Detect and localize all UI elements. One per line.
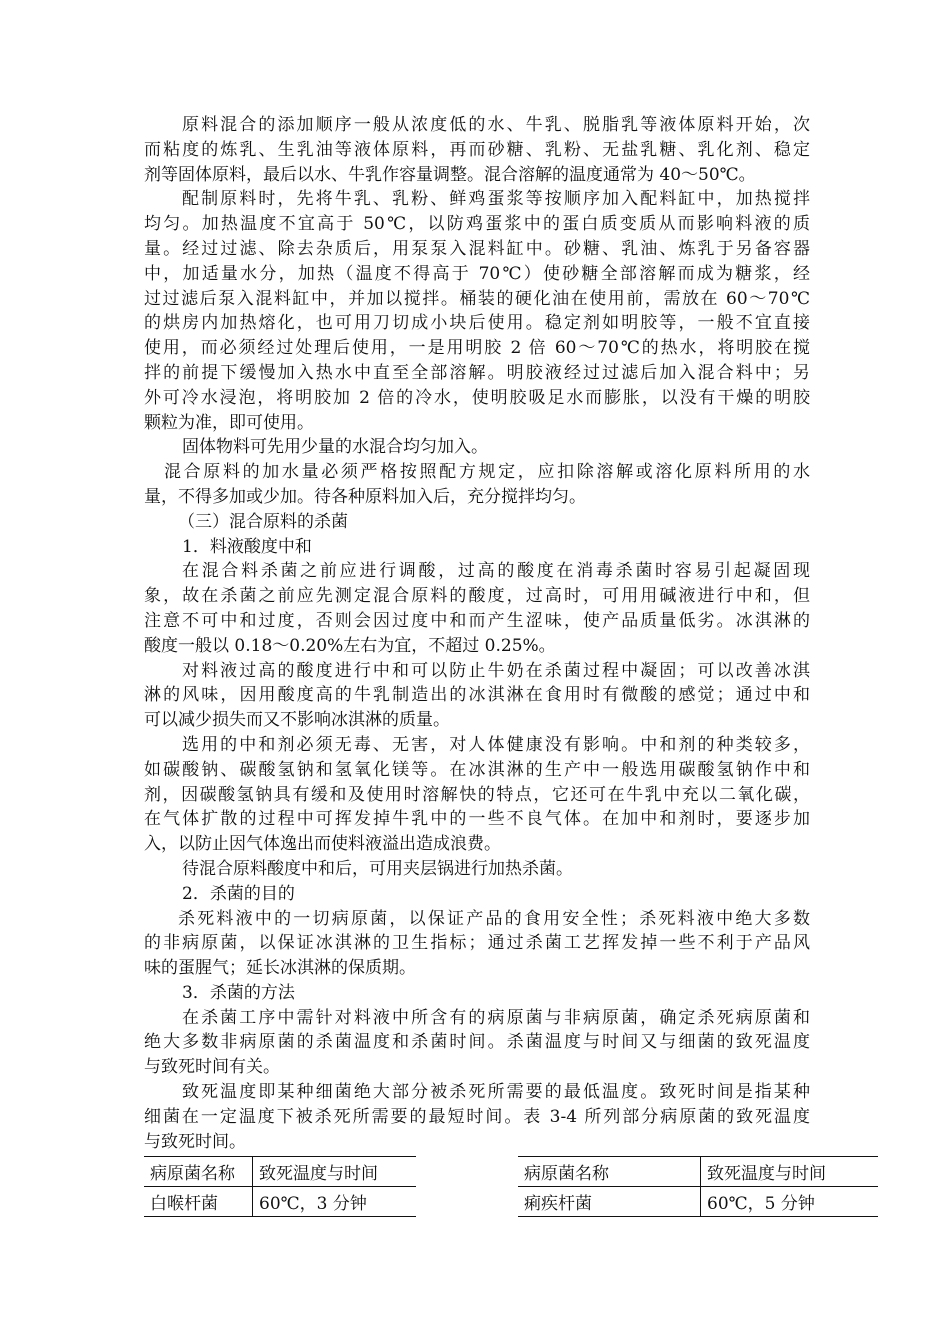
text-line: 均匀。加热温度不宜高于 50℃，以防鸡蛋浆中的蛋白质变质从而影响料液的质 — [144, 214, 810, 235]
text-line: 在混合料杀菌之前应进行调酸，过高的酸度在消毒杀菌时容易引起凝固现 — [182, 561, 810, 582]
text-line: 味的蛋腥气；延长冰淇淋的保质期。 — [144, 958, 416, 979]
text-line: 固体物料可先用少量的水混合均匀加入。 — [182, 437, 488, 458]
text-line: （三）混合原料的杀菌 — [178, 511, 348, 532]
table-header-row — [518, 1157, 878, 1187]
text-line: 细菌在一定温度下被杀死所需要的最短时间。表 3-4 所列部分病原菌的致死温度 — [144, 1106, 810, 1127]
text-line: 致死温度即某种细菌绝大部分被杀死所需要的最低温度。致死时间是指某种 — [182, 1082, 810, 1103]
text-line: 的烘房内加热熔化，也可用刀切成小块后使用。稳定剂如明胶等，一般不宜直接 — [144, 313, 810, 334]
table-row — [518, 1187, 878, 1217]
text-line: 而粘度的炼乳、生乳油等液体原料，再而砂糖、乳粉、无盐乳糖、乳化剂、稳定 — [144, 139, 810, 160]
text-line: 绝大多数非病原菌的杀菌温度和杀菌时间。杀菌温度与时间又与细菌的致死温度 — [144, 1032, 810, 1053]
text-line: 量。经过过滤、除去杂质后，用泵泵入混料缸中。砂糖、乳油、炼乳于另备容器 — [144, 238, 810, 259]
table-cell: 60℃，5 分钟 — [701, 1187, 879, 1217]
table-header-cell: 致死温度与时间 — [253, 1157, 417, 1187]
text-line: 象，故在杀菌之前应先测定混合原料的酸度，过高时，可用用碱液进行中和，但 — [144, 586, 810, 607]
text-line: 在气体扩散的过程中可挥发掉牛乳中的一些不良气体。在加中和剂时，要逐步加 — [144, 809, 810, 830]
text-line: 剂等固体原料，最后以水、牛乳作容量调整。混合溶解的温度通常为 40～50℃。 — [144, 164, 756, 185]
text-line: 杀死料液中的一切病原菌，以保证产品的食用安全性；杀死料液中绝大多数 — [178, 908, 810, 929]
text-line: 与致死时间有关。 — [144, 1057, 280, 1078]
table-header-row — [144, 1157, 416, 1187]
pathogen-table-right — [518, 1156, 878, 1217]
text-line: 量，不得多加或少加。待各种原料加入后，充分搅拌均匀。 — [144, 486, 586, 507]
text-line: 剂，因碳酸氢钠具有缓和及使用时溶解快的特点，它还可在牛乳中充以二氧化碳， — [144, 784, 810, 805]
text-line: 酸度一般以 0.18～0.20%左右为宜，不超过 0.25%。 — [144, 635, 556, 656]
text-line: 如碳酸钠、碳酸氢钠和氢氧化镁等。在冰淇淋的生产中一般选用碳酸氢钠作中和 — [144, 759, 810, 780]
text-line: 待混合原料酸度中和后，可用夹层锅进行加热杀菌。 — [182, 858, 573, 879]
text-line: 混合原料的加水量必须严格按照配方规定，应扣除溶解或溶化原料所用的水 — [164, 462, 810, 483]
text-line: 外可冷水浸泡，将明胶加 2 倍的冷水，使明胶吸足水而膨胀，以没有干燥的明胶 — [144, 387, 810, 408]
table-cell: 60℃，3 分钟 — [253, 1187, 417, 1217]
text-line: 3．杀菌的方法 — [182, 982, 295, 1003]
text-line: 可以减少损失而又不影响冰淇淋的质量。 — [144, 710, 450, 731]
table-cell: 白喉杆菌 — [144, 1187, 253, 1217]
document-body — [144, 113, 810, 1154]
text-line: 入，以防止因气体逸出而使料液溢出造成浪费。 — [144, 834, 501, 855]
table-row — [144, 1187, 416, 1217]
text-line: 原料混合的添加顺序一般从浓度低的水、牛乳、脱脂乳等液体原料开始，次 — [182, 115, 810, 135]
text-line: 淋的风味，因用酸度高的牛乳制造出的冰淇淋在食用时有微酸的感觉；通过中和 — [144, 685, 810, 706]
text-line: 与致死时间。 — [144, 1131, 246, 1152]
text-line: 1．料液酸度中和 — [182, 536, 312, 557]
text-line: 2．杀菌的目的 — [182, 883, 295, 904]
text-line: 使用，而必须经过处理后使用，一是用明胶 2 倍 60～70℃的热水，将明胶在搅 — [144, 338, 810, 359]
text-line: 在杀菌工序中需针对料液中所含有的病原菌与非病原菌，确定杀死病原菌和 — [182, 1007, 810, 1028]
pathogen-table-left — [144, 1156, 416, 1217]
text-line: 拌的前提下缓慢加入热水中直至全部溶解。明胶液经过过滤后加入混合料中；另 — [144, 362, 810, 383]
text-line: 选用的中和剂必须无毒、无害，对人体健康没有影响。中和剂的种类较多， — [182, 734, 810, 755]
text-line: 注意不可中和过度，否则会因过度中和而产生涩味，使产品质量低劣。冰淇淋的 — [144, 610, 810, 631]
text-line: 过过滤后泵入混料缸中，并加以搅拌。桶装的硬化油在使用前，需放在 60～70℃ — [144, 288, 810, 309]
text-line: 颗粒为准，即可使用。 — [144, 412, 314, 433]
table-cell: 痢疾杆菌 — [518, 1187, 701, 1217]
text-line: 配制原料时，先将牛乳、乳粉、鲜鸡蛋浆等按顺序加入配料缸中，加热搅拌 — [182, 189, 810, 210]
text-line: 的非病原菌，以保证冰淇淋的卫生指标；通过杀菌工艺挥发掉一些不利于产品风 — [144, 933, 810, 954]
table-header-cell: 致死温度与时间 — [701, 1157, 879, 1187]
table-header-cell: 病原菌名称 — [144, 1157, 253, 1187]
text-line: 对料液过高的酸度进行中和可以防止牛奶在杀菌过程中凝固；可以改善冰淇 — [182, 660, 810, 681]
text-line: 中，加适量水分，加热（温度不得高于 70℃）使砂糖全部溶解而成为糖浆，经 — [144, 263, 810, 284]
table-header-cell: 病原菌名称 — [518, 1157, 701, 1187]
